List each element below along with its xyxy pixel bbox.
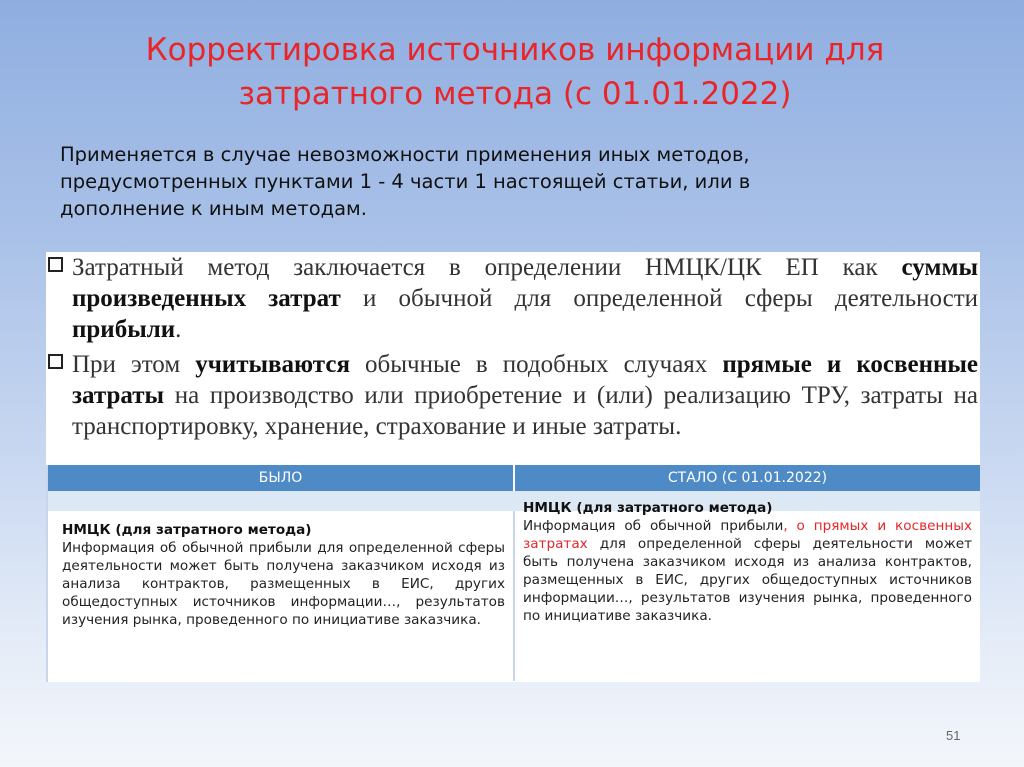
cell-before-text: Информация об обычной прибыли для определенной сферы деятельности может быть получена заказчиком исходя из анализа контрактов, размещенных в ЕИС, других общедоступных источников информации…, результатов изучения рынка, проведенного по инициативе заказчика.: [62, 540, 505, 628]
checkbox-bullet-icon: [48, 257, 63, 272]
cell-after-text: Информация об обычной прибыли, о прямых и косвенных затратах для определенной сферы деятельности может быть получена заказчиком исходя из анализа контрактов, размещенных в ЕИС, других общедоступных источников информации…, результатов изучения рынка, проведенного по инициативе заказчика.: [523, 518, 972, 624]
slide-title: Корректировка источников информации для затратного метода (с 01.01.2022): [145, 32, 885, 112]
comparison-table: [46, 465, 980, 682]
intro-text: Применяется в случае невозможности применения иных методов, предусмотренных пунктами 1 - 4 части 1 настоящей статьи, или в дополнение к иным методам.: [60, 143, 751, 220]
table-header: [48, 465, 980, 491]
bullet-box: [46, 252, 980, 466]
checkbox-bullet-icon: [48, 354, 63, 369]
cell-after-heading: НМЦК (для затратного метода): [523, 500, 773, 516]
column-header-after: СТАЛО (С 01.01.2022): [515, 465, 980, 491]
table-row: [48, 500, 980, 681]
highlight-text: , о прямых и косвенных затратах: [523, 518, 972, 552]
page-number: 51: [946, 728, 961, 743]
cell-after: [515, 499, 980, 681]
cell-before: [48, 511, 515, 681]
cell-before-heading: НМЦК (для затратного метода): [62, 522, 312, 538]
column-header-before: БЫЛО: [48, 465, 515, 491]
bullet-cost-method: Затратный метод заключается в определении НМЦК/ЦК ЕП как суммы произведенных затрат и обычной для определенной сферы деятельности прибыли.: [46, 252, 978, 345]
bullet-costs-considered: При этом учитываются обычные в подобных случаях прямые и косвенные затраты на производство или приобретение и (или) реализацию ТРУ, затраты на транспортировку, хранение, страхование и иные затраты.: [46, 349, 978, 442]
